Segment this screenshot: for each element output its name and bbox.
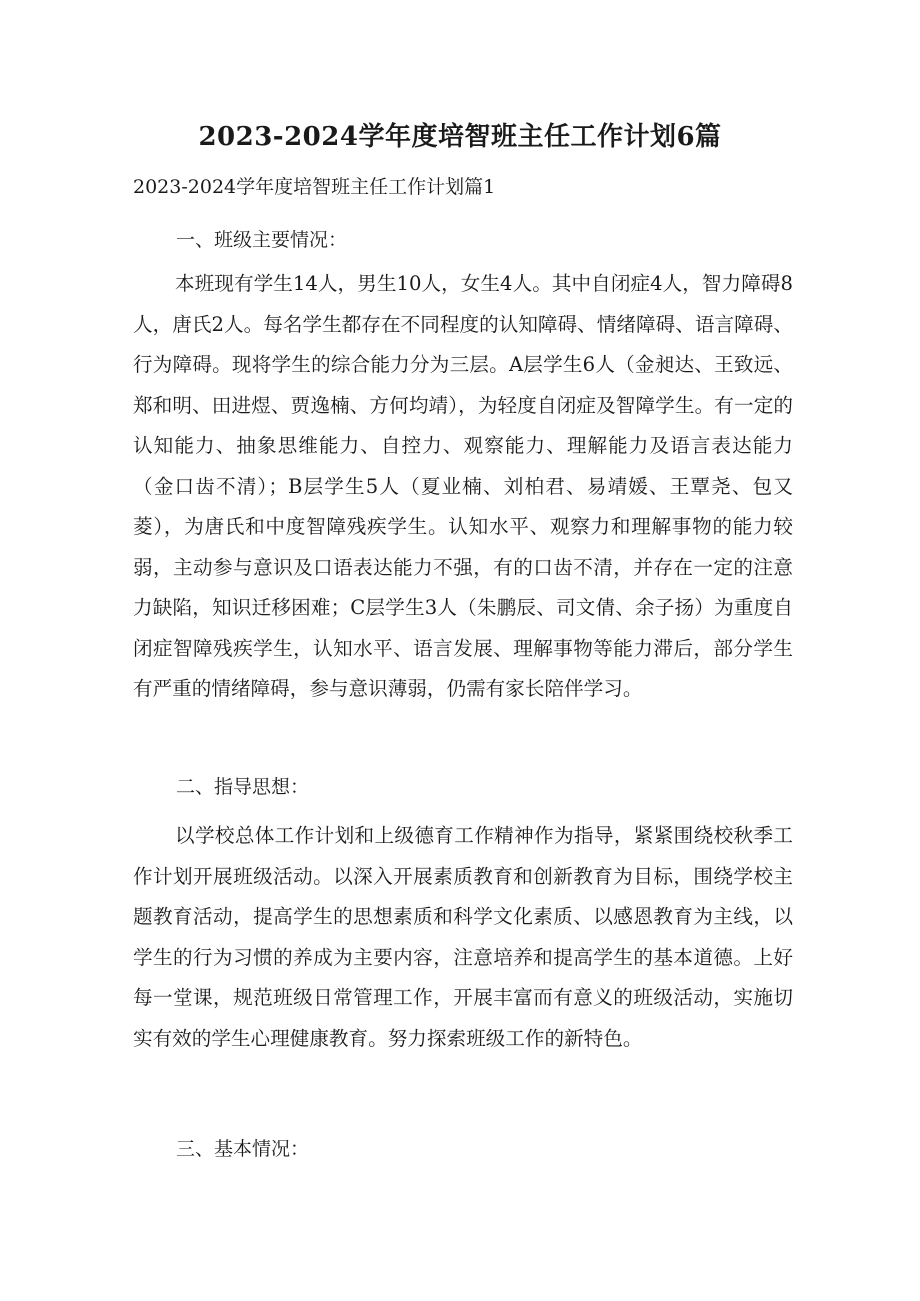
section-body-guiding-ideology: 以学校总体工作计划和上级德育工作精神作为指导，紧紧围绕校秋季工作计划开展班级活动。以深入开展素质教育和创新教育为目标，围绕学校主题教育活动，提高学生的思想素质和科学文化素质、以感恩教育为主线，以学生的行为习惯的养成为主要内容，注意培养和提高学生的基本道德。上好每一堂课，规范班级日常管理工作，开展丰富而有意义的班级活动，实施切实有效的学生心理健康教育。努力探索班级工作的新特色。 [133,824,793,1050]
section-heading-basic-situation: 三、基本情况： [176,1138,310,1160]
section-body-class-overview: 本班现有学生14人，男生10人，女生4人。其中自闭症4人，智力障碍8人，唐氏2人。每名学生都存在不同程度的认知障碍、情绪障碍、语言障碍、行为障碍。现将学生的综合能力分为三层。A层学生6人（金昶达、王致远、郑和明、田进煜、贾逸楠、方何均靖），为轻度自闭症及智障学生。有一定的认知能力、抽象思维能力、自控力、观察能力、理解能力及语言表达能力（金口齿不清）；B层学生5人（夏业楠、刘柏君、易靖媛、王覃尧、包又菱），为唐氏和中度智障残疾学生。认知水平、观察力和理解事物的能力较弱，主动参与意识及口语表达能力不强，有的口齿不清，并存在一定的注意力缺陷，知识迁移困难；C层学生3人（朱鹏辰、司文倩、余子扬）为重度自闭症智障残疾学生，认知水平、语言发展、理解事物等能力滞后，部分学生有严重的情绪障碍，参与意识薄弱，仍需有家长陪伴学习。 [133,272,793,700]
document-title: 2023-2024学年度培智班主任工作计划6篇 [198,122,722,152]
section-heading-class-overview: 一、班级主要情况： [176,229,348,251]
section-heading-guiding-ideology: 二、指导思想： [176,776,310,798]
document-subtitle: 2023-2024学年度培智班主任工作计划篇1 [133,176,496,198]
